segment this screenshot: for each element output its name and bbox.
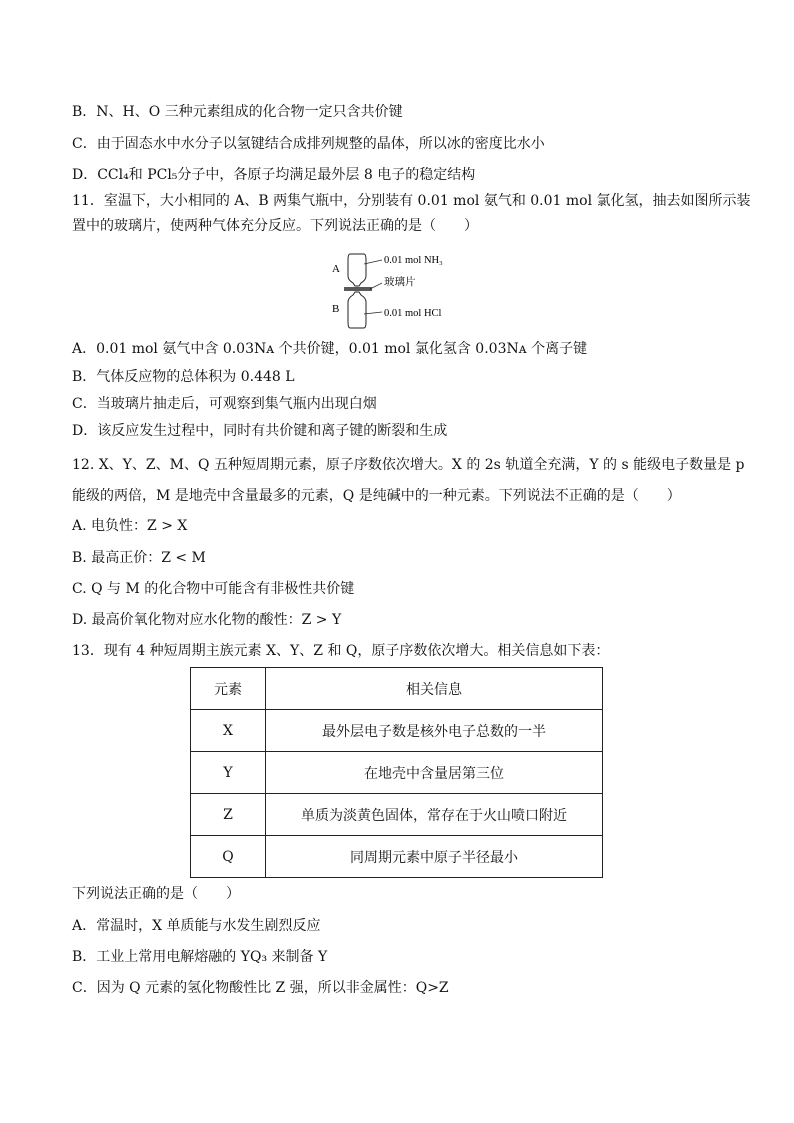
table-header-info: 相关信息 bbox=[266, 668, 603, 710]
nh3-label: 0.01 mol NH₃ bbox=[384, 255, 443, 266]
table-row bbox=[191, 794, 603, 836]
option-11b: B．气体反应物的总体积为 0.448 L bbox=[72, 369, 295, 385]
question-12-stem-2: 能级的两倍，M 是地壳中含量最多的元素，Q 是纯碱中的一种元素。下列说法不正确的是（ ） bbox=[72, 488, 681, 504]
option-10d: D．CCl₄和 PCl₅分子中，各原子均满足最外层 8 电子的稳定结构 bbox=[72, 167, 476, 183]
table-cell-info: 同周期元素中原子半径最小 bbox=[266, 836, 603, 878]
option-13b: B．工业上常用电解熔融的 YQ₃ 来制备 Y bbox=[72, 949, 328, 965]
option-11d: D．该反应发生过程中，同时有共价键和离子键的断裂和生成 bbox=[72, 423, 448, 439]
option-10c: C．由于固态水中水分子以氢键结合成排列规整的晶体，所以冰的密度比水小 bbox=[72, 136, 545, 152]
option-12d: D. 最高价氧化物对应水化物的酸性：Z > Y bbox=[72, 612, 342, 628]
option-11a: A．0.01 mol 氨气中含 0.03Nᴀ 个共价键，0.01 mol 氯化氢含 0.03Nᴀ 个离子键 bbox=[72, 341, 588, 357]
question-13-stem: 13．现有 4 种短周期主族元素 X、Y、Z 和 Q，原子序数依次增大。相关信息如下表： bbox=[72, 643, 610, 659]
element-info-table bbox=[190, 667, 603, 878]
table-cell-element: X bbox=[191, 710, 266, 752]
table-cell-element: Q bbox=[191, 836, 266, 878]
question-12-stem-1: 12. X、Y、Z、M、Q 五种短周期元素，原子序数依次增大。X 的 2s 轨道全充满，Y 的 s 能级电子数量是 p bbox=[72, 457, 745, 473]
question-13-prompt: 下列说法正确的是（ ） bbox=[72, 886, 240, 902]
bottle-a-label: A bbox=[332, 263, 340, 275]
question-11-stem-2: 置中的玻璃片，使两种气体充分反应。下列说法正确的是（ ） bbox=[72, 218, 478, 234]
option-10b: B．N、H、O 三种元素组成的化合物一定只含共价键 bbox=[72, 104, 403, 120]
gas-bottle-figure bbox=[320, 250, 500, 332]
table-cell-info: 单质为淡黄色固体，常存在于火山喷口附近 bbox=[266, 794, 603, 836]
option-12b: B. 最高正价：Z < M bbox=[72, 550, 206, 566]
table-row bbox=[191, 710, 603, 752]
hcl-label: 0.01 mol HCl bbox=[384, 308, 442, 319]
bottle-b bbox=[348, 292, 366, 328]
option-13c: C．因为 Q 元素的氢化物酸性比 Z 强，所以非金属性：Q>Z bbox=[72, 980, 449, 996]
option-11c: C．当玻璃片抽走后，可观察到集气瓶内出现白烟 bbox=[72, 396, 377, 412]
glass-plate-label: 玻璃片 bbox=[384, 277, 416, 288]
table-cell-info: 最外层电子数是核外电子总数的一半 bbox=[266, 710, 603, 752]
option-12c: C. Q 与 M 的化合物中可能含有非极性共价键 bbox=[72, 581, 355, 597]
table-row bbox=[191, 752, 603, 794]
question-11-stem-1: 11．室温下，大小相同的 A、B 两集气瓶中，分别装有 0.01 mol 氨气和 0.01 mol 氯化氢，抽去如图所示装 bbox=[72, 193, 751, 209]
option-12a: A. 电负性：Z > X bbox=[72, 518, 188, 534]
table-header-element: 元素 bbox=[191, 668, 266, 710]
table-cell-element: Z bbox=[191, 794, 266, 836]
bottle-b-label: B bbox=[332, 303, 340, 315]
table-cell-info: 在地壳中含量居第三位 bbox=[266, 752, 603, 794]
table-row bbox=[191, 836, 603, 878]
table-header-row bbox=[191, 668, 603, 710]
bottle-a bbox=[348, 254, 366, 286]
table-cell-element: Y bbox=[191, 752, 266, 794]
option-13a: A．常温时，X 单质能与水发生剧烈反应 bbox=[72, 918, 321, 934]
